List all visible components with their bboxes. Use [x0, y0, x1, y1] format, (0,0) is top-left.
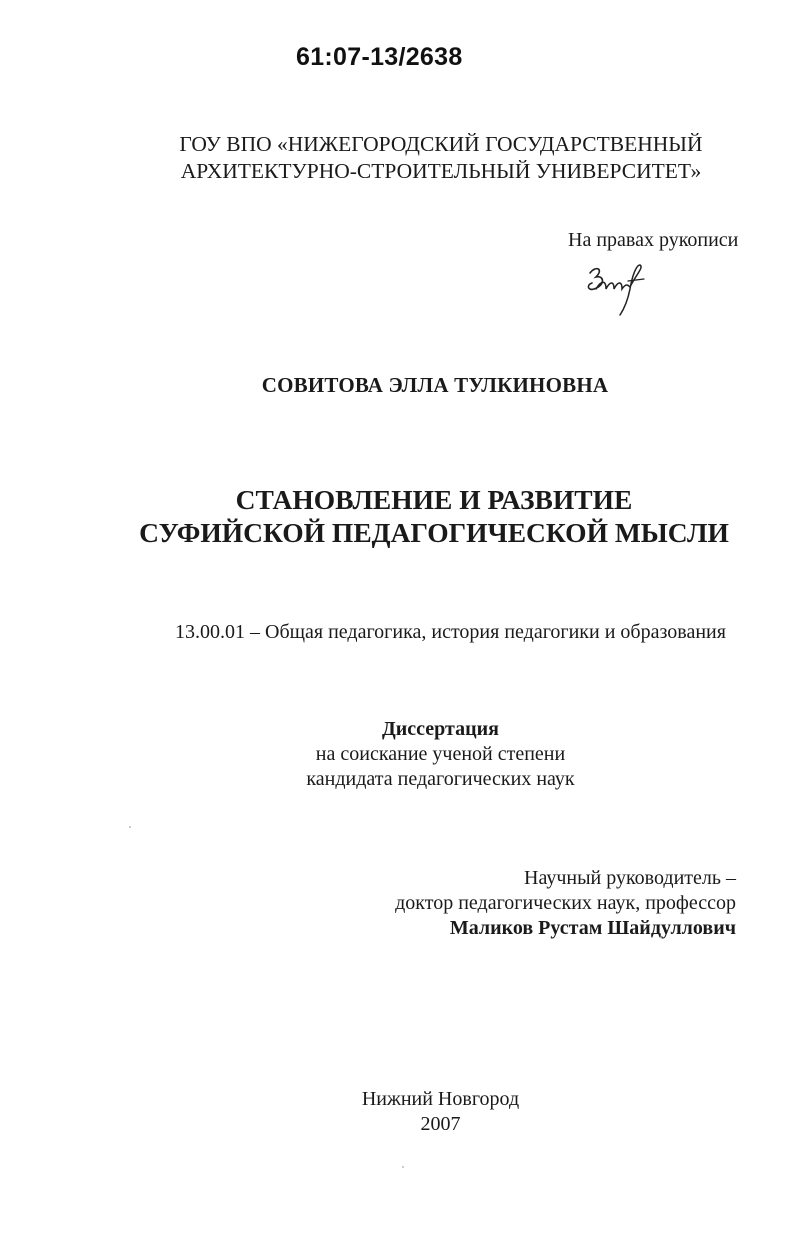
- year: 2007: [420, 1113, 461, 1135]
- degree-heading: Диссертация: [382, 718, 499, 740]
- institution-name: [0, 131, 798, 185]
- manuscript-rights-note: На правах рукописи: [568, 229, 739, 251]
- title-line-2: СУФИЙСКОЙ ПЕДАГОГИЧЕСКОЙ МЫСЛИ: [139, 517, 729, 548]
- title-line-1: СТАНОВЛЕНИЕ И РАЗВИТИЕ: [235, 484, 633, 515]
- advisor-role: Научный руководитель –: [524, 867, 736, 889]
- scan-speck: [129, 826, 131, 828]
- dissertation-title: [0, 483, 798, 549]
- institution-line-1: ГОУ ВПО «НИЖЕГОРОДСКИЙ ГОСУДАРСТВЕННЫЙ: [179, 132, 703, 156]
- place-and-year: [0, 1087, 798, 1137]
- degree-line-2: кандидата педагогических наук: [306, 768, 575, 790]
- library-shelfmark: 61:07-13/2638: [296, 43, 463, 71]
- author-name: СОВИТОВА ЭЛЛА ТУЛКИНОВНА: [261, 373, 609, 397]
- handwritten-signature: [582, 259, 652, 319]
- scan-speck: [402, 1166, 404, 1168]
- city-name: Нижний Новгород: [361, 1088, 520, 1110]
- specialty-code: 13.00.01 – Общая педагогика, история педагогики и образования: [175, 621, 726, 643]
- institution-line-2: АРХИТЕКТУРНО-СТРОИТЕЛЬНЫЙ УНИВЕРСИТЕТ»: [180, 159, 702, 183]
- advisor-degree: доктор педагогических наук, профессор: [395, 892, 736, 914]
- degree-line-1: на соискание ученой степени: [315, 743, 566, 765]
- advisor-name: Маликов Рустам Шайдуллович: [449, 917, 736, 939]
- scientific-advisor: [395, 866, 736, 941]
- degree-statement: [0, 717, 798, 792]
